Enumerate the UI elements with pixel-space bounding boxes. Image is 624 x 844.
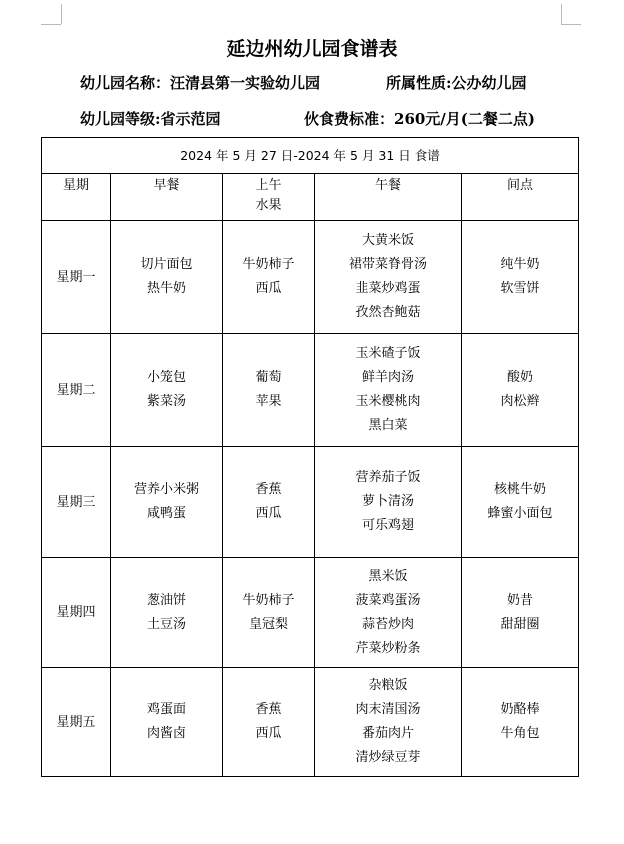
table-row (42, 668, 579, 777)
kindergarten-name: 幼儿园名称：汪清县第一实验幼儿园 (80, 74, 321, 92)
snack-cell (462, 447, 579, 558)
header-day: 星期 (42, 174, 111, 221)
fruit-item: 牛奶柿子 (242, 257, 295, 272)
lunch-cell (315, 447, 462, 558)
snack-item: 蜂蜜小面包 (487, 506, 553, 521)
header-row (42, 174, 579, 221)
breakfast-item: 小笼包 (146, 370, 186, 385)
meal-fee-standard: 伙食费标准：260元/月(二餐二点) (304, 110, 535, 128)
breakfast-item: 切片面包 (140, 257, 193, 272)
snack-item: 牛角包 (500, 726, 540, 741)
breakfast-item: 肉酱卤 (146, 726, 186, 741)
lunch-item: 韭菜炒鸡蛋 (355, 281, 421, 296)
breakfast-item: 咸鸭蛋 (146, 506, 186, 521)
lunch-item: 菠菜鸡蛋汤 (355, 592, 421, 608)
snack-item: 奶酪棒 (500, 702, 540, 717)
day-cell: 星期四 (42, 558, 111, 668)
menu-table (41, 137, 579, 777)
day-cell: 星期一 (42, 221, 111, 334)
day-cell: 星期二 (42, 334, 111, 447)
page-corner-mark (561, 4, 562, 24)
page-corner-mark (41, 24, 61, 25)
date-range: 2024 年 5 月 27 日-2024 年 5 月 31 日 食谱 (42, 138, 579, 174)
breakfast-cell (111, 447, 223, 558)
table-row (42, 447, 579, 558)
lunch-cell (315, 558, 462, 668)
header-fruit (223, 174, 315, 221)
snack-cell (462, 558, 579, 668)
lunch-item: 杂粮饭 (368, 678, 408, 693)
page-title: 延边州幼儿园食谱表 (226, 38, 398, 60)
lunch-item: 黑白菜 (368, 418, 408, 433)
lunch-cell (315, 221, 462, 334)
fruit-item: 苹果 (255, 394, 282, 409)
kindergarten-nature: 所属性质:公办幼儿园 (386, 74, 527, 92)
snack-item: 奶昔 (507, 592, 534, 608)
fruit-item: 香蕉 (255, 702, 282, 717)
breakfast-item: 葱油饼 (146, 592, 186, 608)
lunch-item: 营养茄子饭 (355, 470, 421, 485)
lunch-item: 可乐鸡翅 (361, 518, 414, 533)
header-snack: 间点 (462, 174, 579, 221)
breakfast-item: 热牛奶 (146, 281, 186, 296)
snack-item: 甜甜圈 (500, 616, 540, 632)
lunch-item: 孜然杏鲍菇 (355, 305, 421, 320)
fruit-item: 牛奶柿子 (242, 592, 295, 608)
lunch-item: 番茄肉片 (361, 726, 414, 741)
header-fruit-line1: 上午 (255, 178, 282, 193)
page-corner-mark (61, 4, 62, 24)
breakfast-cell (111, 221, 223, 334)
fruit-cell (223, 447, 315, 558)
breakfast-item: 紫菜汤 (146, 394, 186, 409)
breakfast-cell (111, 668, 223, 777)
breakfast-cell (111, 558, 223, 668)
snack-item: 酸奶 (507, 370, 534, 385)
page-corner-mark (561, 24, 581, 25)
lunch-item: 萝卜清汤 (361, 494, 414, 509)
lunch-item: 大黄米饭 (361, 233, 414, 248)
lunch-item: 芹菜炒粉条 (355, 640, 421, 656)
date-range-row (42, 138, 579, 174)
fruit-cell (223, 221, 315, 334)
snack-cell (462, 668, 579, 777)
fruit-cell (223, 668, 315, 777)
fruit-item: 西瓜 (255, 506, 282, 521)
snack-item: 核桃牛奶 (494, 482, 547, 497)
day-cell: 星期五 (42, 668, 111, 777)
lunch-item: 肉末清国汤 (355, 702, 421, 717)
snack-cell (462, 334, 579, 447)
table-row (42, 221, 579, 334)
lunch-item: 玉米樱桃肉 (355, 394, 421, 409)
fruit-item: 西瓜 (255, 726, 282, 741)
fruit-cell (223, 558, 315, 668)
breakfast-item: 土豆汤 (146, 616, 186, 632)
breakfast-cell (111, 334, 223, 447)
lunch-item: 玉米碴子饭 (355, 346, 421, 361)
table-row (42, 558, 579, 668)
header-breakfast: 早餐 (111, 174, 223, 221)
breakfast-item: 鸡蛋面 (146, 702, 186, 717)
snack-item: 肉松辫 (500, 394, 540, 409)
lunch-item: 黑米饭 (368, 568, 408, 584)
snack-item: 纯牛奶 (500, 257, 540, 272)
snack-cell (462, 221, 579, 334)
lunch-item: 蒜苔炒肉 (361, 616, 414, 632)
header-lunch: 午餐 (315, 174, 462, 221)
table-row (42, 334, 579, 447)
lunch-cell (315, 334, 462, 447)
day-cell: 星期三 (42, 447, 111, 558)
fruit-item: 西瓜 (255, 281, 282, 296)
breakfast-item: 营养小米粥 (133, 482, 199, 497)
lunch-item: 鲜羊肉汤 (361, 370, 414, 385)
header-fruit-line2: 水果 (255, 198, 282, 213)
fruit-item: 葡萄 (255, 370, 282, 385)
snack-item: 软雪饼 (500, 281, 540, 296)
fruit-item: 皇冠梨 (248, 616, 288, 632)
lunch-item: 裙带菜脊骨汤 (348, 257, 427, 272)
lunch-cell (315, 668, 462, 777)
lunch-item: 清炒绿豆芽 (355, 750, 421, 765)
kindergarten-grade: 幼儿园等级:省示范园 (80, 110, 221, 128)
fruit-item: 香蕉 (255, 482, 282, 497)
fruit-cell (223, 334, 315, 447)
